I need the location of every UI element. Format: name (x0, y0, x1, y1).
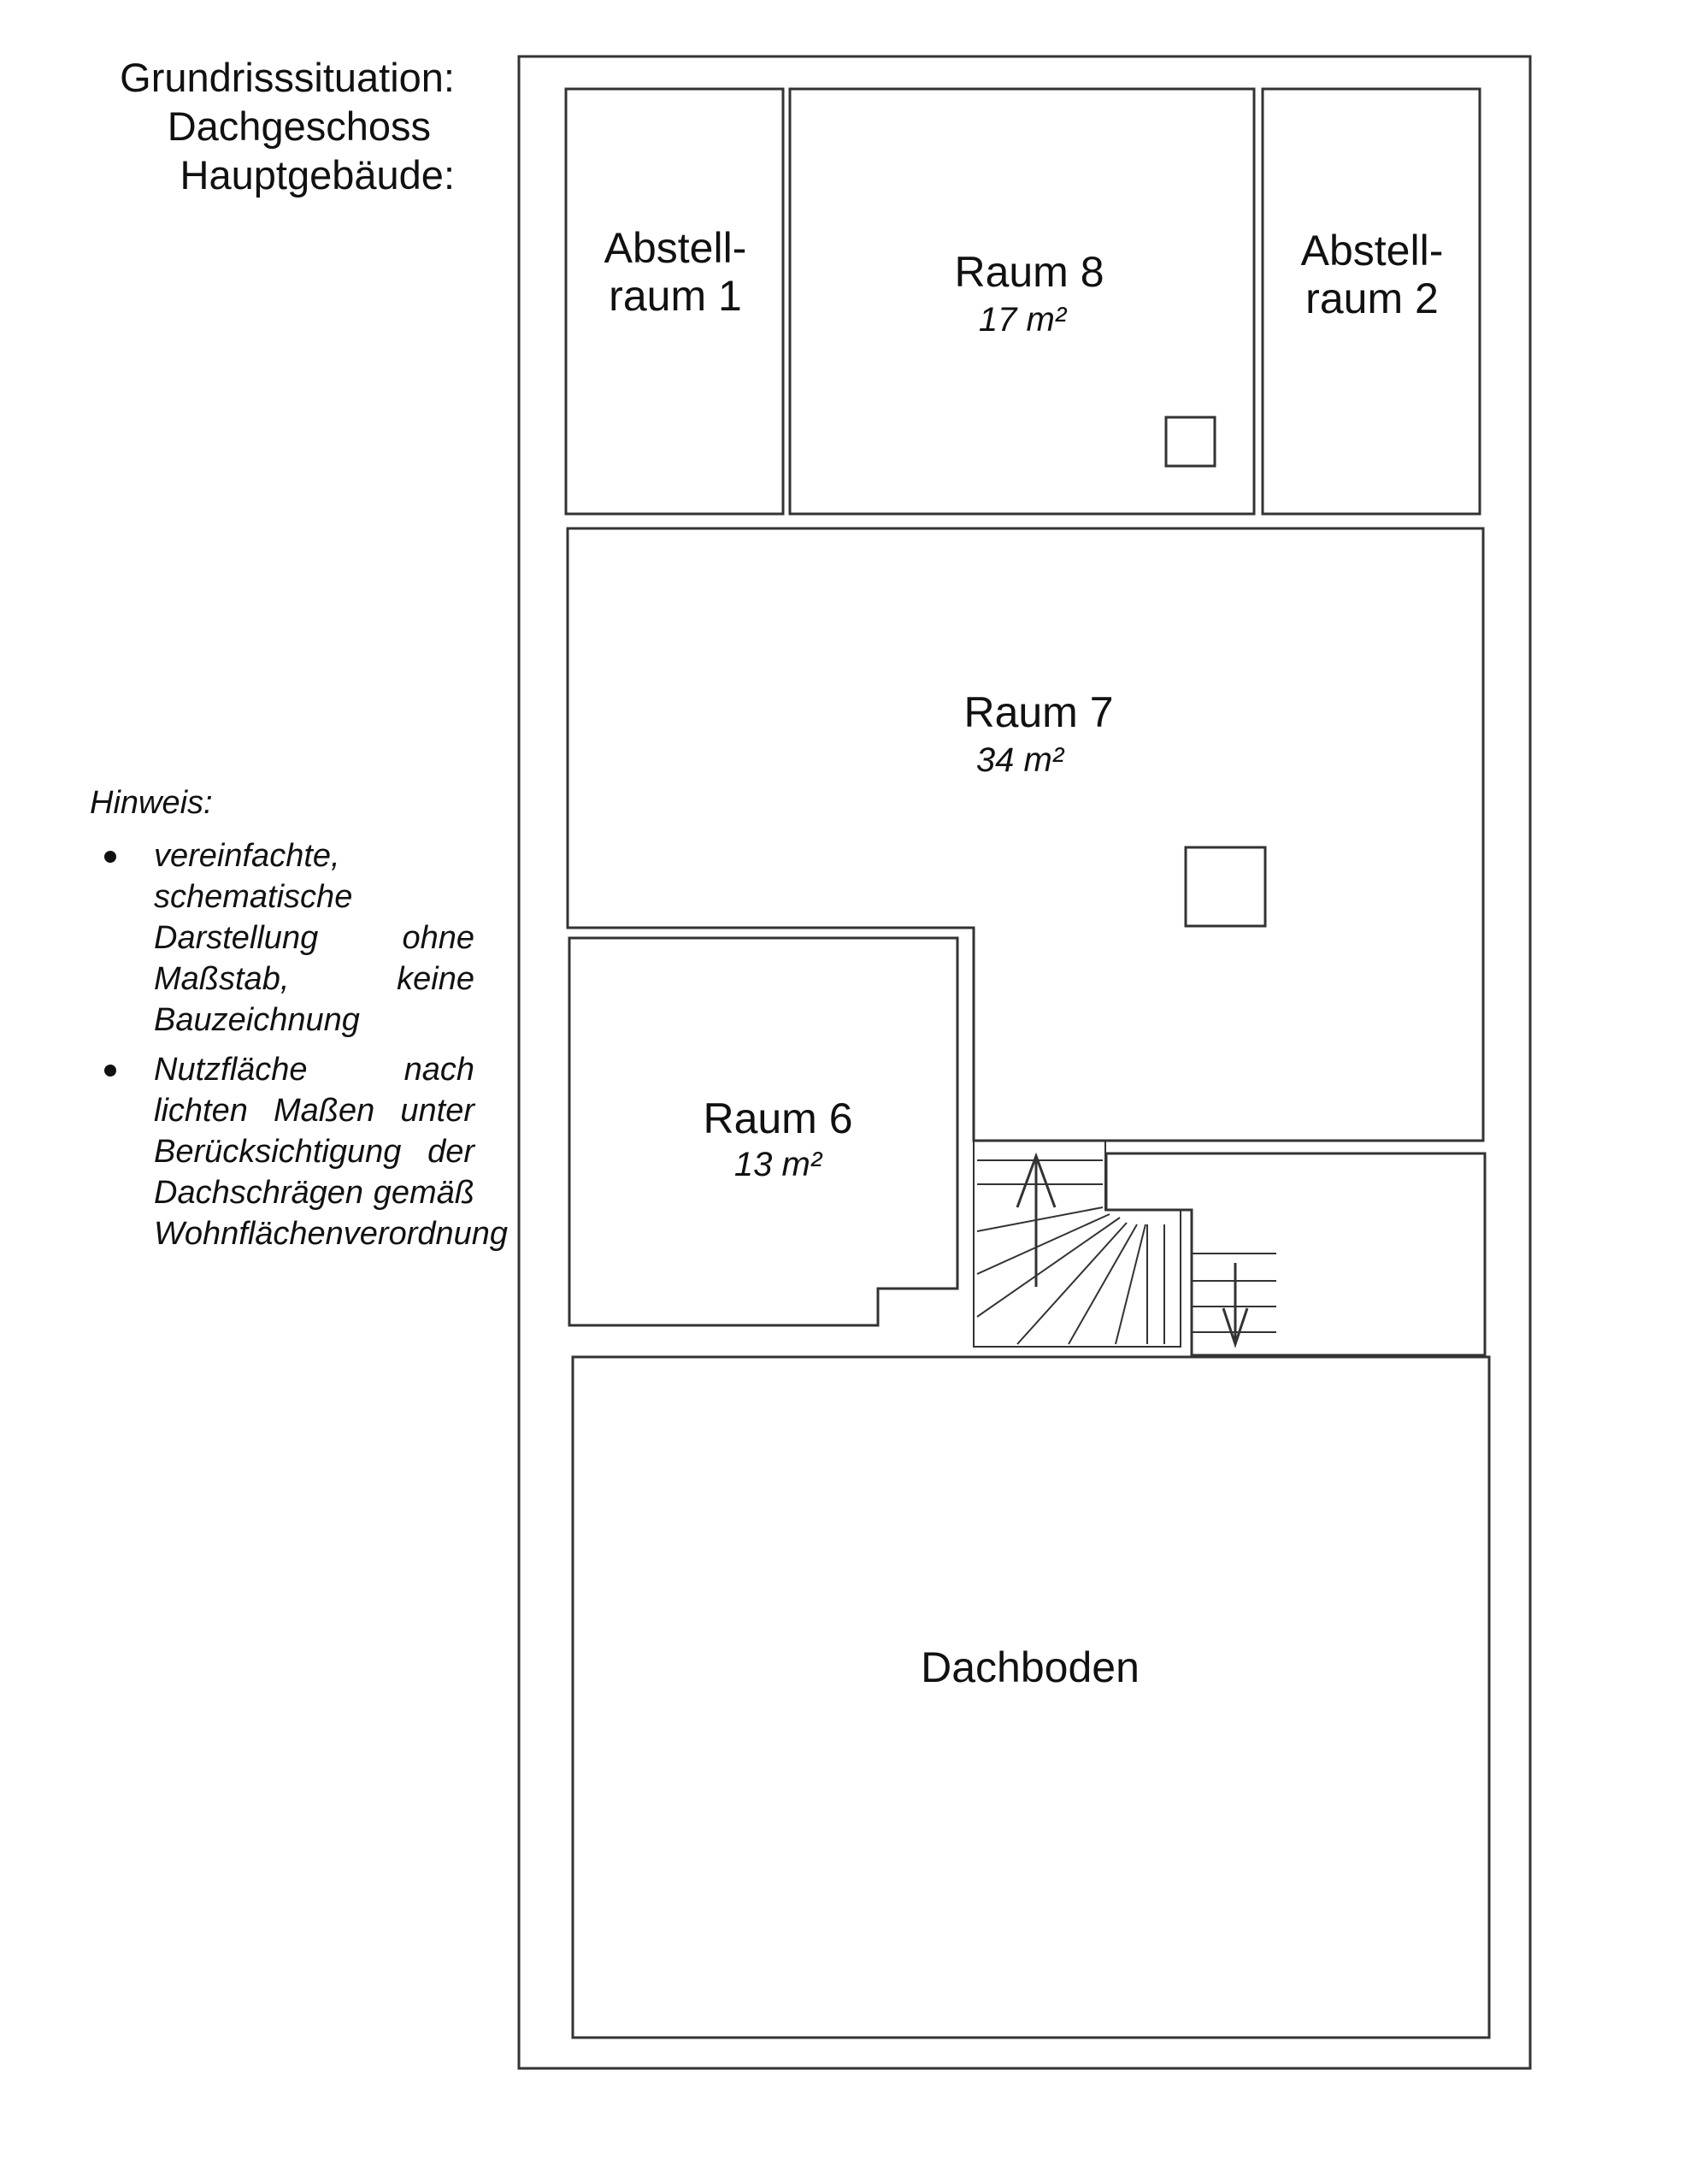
label-abstellraum-1 (604, 224, 747, 320)
label-abstellraum-2-line2: raum 2 (1305, 274, 1439, 322)
label-dachboden: Dachboden (921, 1643, 1140, 1691)
note-item-1: vereinfachte, schematische Darstellung ohne Maßstab, keine Bauzeichnung (154, 835, 474, 1041)
room-dachboden (573, 1357, 1489, 2038)
note-heading: Hinweis: (90, 785, 213, 821)
label-raum-8: Raum 8 (954, 248, 1104, 296)
area-raum-7: 34 m² (975, 741, 1064, 779)
label-raum-7: Raum 7 (963, 688, 1114, 736)
title-line-3: Hauptgebäude: (180, 152, 455, 198)
label-abstellraum-1-line1: Abstell- (604, 224, 747, 272)
area-raum-8: 17 m² (978, 301, 1067, 339)
label-abstellraum-2-line1: Abstell- (1300, 227, 1444, 274)
label-abstellraum-2 (1301, 227, 1444, 322)
label-abstellraum-1-line2: raum 1 (609, 272, 742, 320)
title-line-1: Grundrisssituation: (120, 55, 455, 100)
area-raum-6: 13 m² (733, 1146, 822, 1183)
label-raum-6: Raum 6 (703, 1094, 853, 1142)
note-item-2: Nutzfläche nach lichten Maßen unter Berücksichtigung der Dachschrägen gemäß Wohnflächenverordnung (154, 1049, 474, 1254)
title-line-2: Dachgeschoss (167, 103, 431, 149)
